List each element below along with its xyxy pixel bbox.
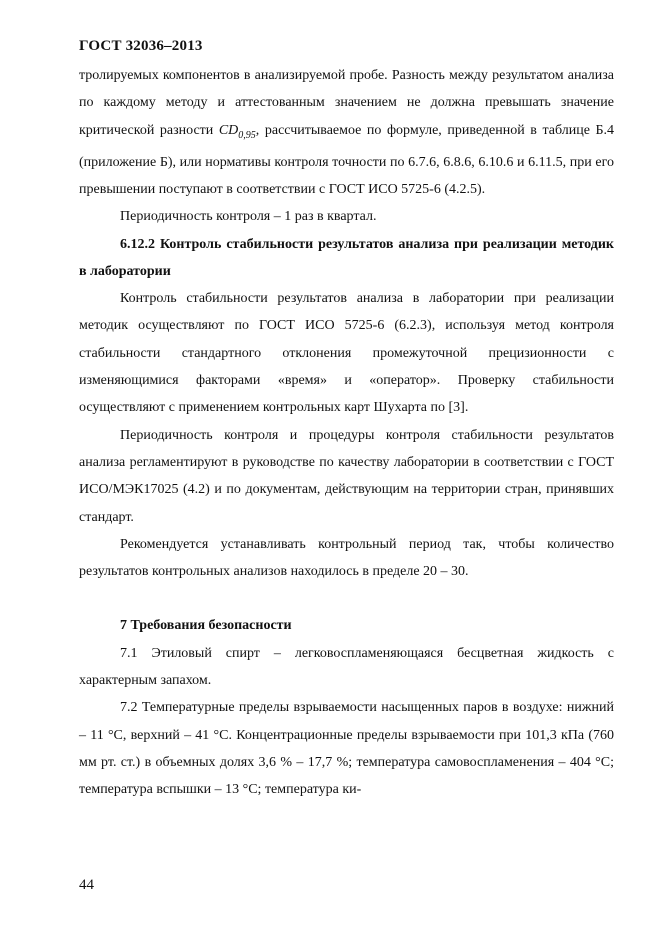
paragraph-stability-control: Контроль стабильности результатов анализа в лаборатории при реализации методик осуществляют по ГОСТ ИСО 5725-6 (6.2.3), используя метод контроля стабильности стандартного отклонения промежуточной прецизионности с изменяющимися факторами «время» и «оператор». Проверку стабильности осуществляют с применением контрольных карт Шухарта по [3]. [79, 291, 614, 416]
paragraph-7-1: 7.1 Этиловый спирт – легковоспламеняющаяся бесцветная жидкость с характерным запахом. [79, 645, 614, 689]
paragraph-periodicity: Периодичность контроля – 1 раз в квартал. [120, 209, 377, 225]
paragraph-text: тролируемых компонентов в анализируемой пробе. Разность между результатом анализа по каждому методу и аттестованным значением не должна превышать значение критической разности [79, 68, 614, 138]
formula-subscript: 0,95 [238, 129, 256, 141]
section-heading-7: 7 Требования безопасности [120, 618, 292, 634]
formula-symbol: CD [218, 122, 239, 138]
paragraph-continuation [79, 62, 614, 203]
paragraph-control-period: Рекомендуется устанавливать контрольный период так, чтобы количество результатов контрольных анализов находилось в пределе 20 – 30. [79, 536, 614, 580]
section-heading-6-12-2: 6.12.2 Контроль стабильности результатов анализа при реализации методик в лаборатории [79, 236, 614, 279]
page-number: 44 [79, 877, 94, 893]
document-body [79, 62, 614, 804]
paragraph-regulation: Периодичность контроля и процедуры контроля стабильности результатов анализа регламентируют в руководстве по качеству лаборатории в соответствии с ГОСТ ИСО/МЭК17025 (4.2) и по документам, действующим на территории стран, принявших стандарт. [79, 427, 614, 525]
paragraph-text: , рассчитываемое по формуле, приведенной в таблице Б.4 (приложение Б), или нормативы контроля точности по 6.7.6, 6.8.6, 6.10.6 и 6.11.5, при его превышении поступают в соответствии с ГОСТ ИСО 5725-6 (4.2.5). [79, 122, 615, 197]
document-header: ГОСТ 32036–2013 [79, 38, 203, 54]
paragraph-7-2: 7.2 Температурные пределы взрываемости насыщенных паров в воздухе: нижний – 11 °С, верхний – 41 °С. Концентрационные пределы взрываемости при 101,3 кПа (760 мм рт. ст.) в объемных долях 3,6 % – 17,7 %; температура самовоспламенения – 404 °С; температура вспышки – 13 °С; температура ки- [79, 700, 614, 798]
critical-difference-formula [218, 122, 256, 141]
